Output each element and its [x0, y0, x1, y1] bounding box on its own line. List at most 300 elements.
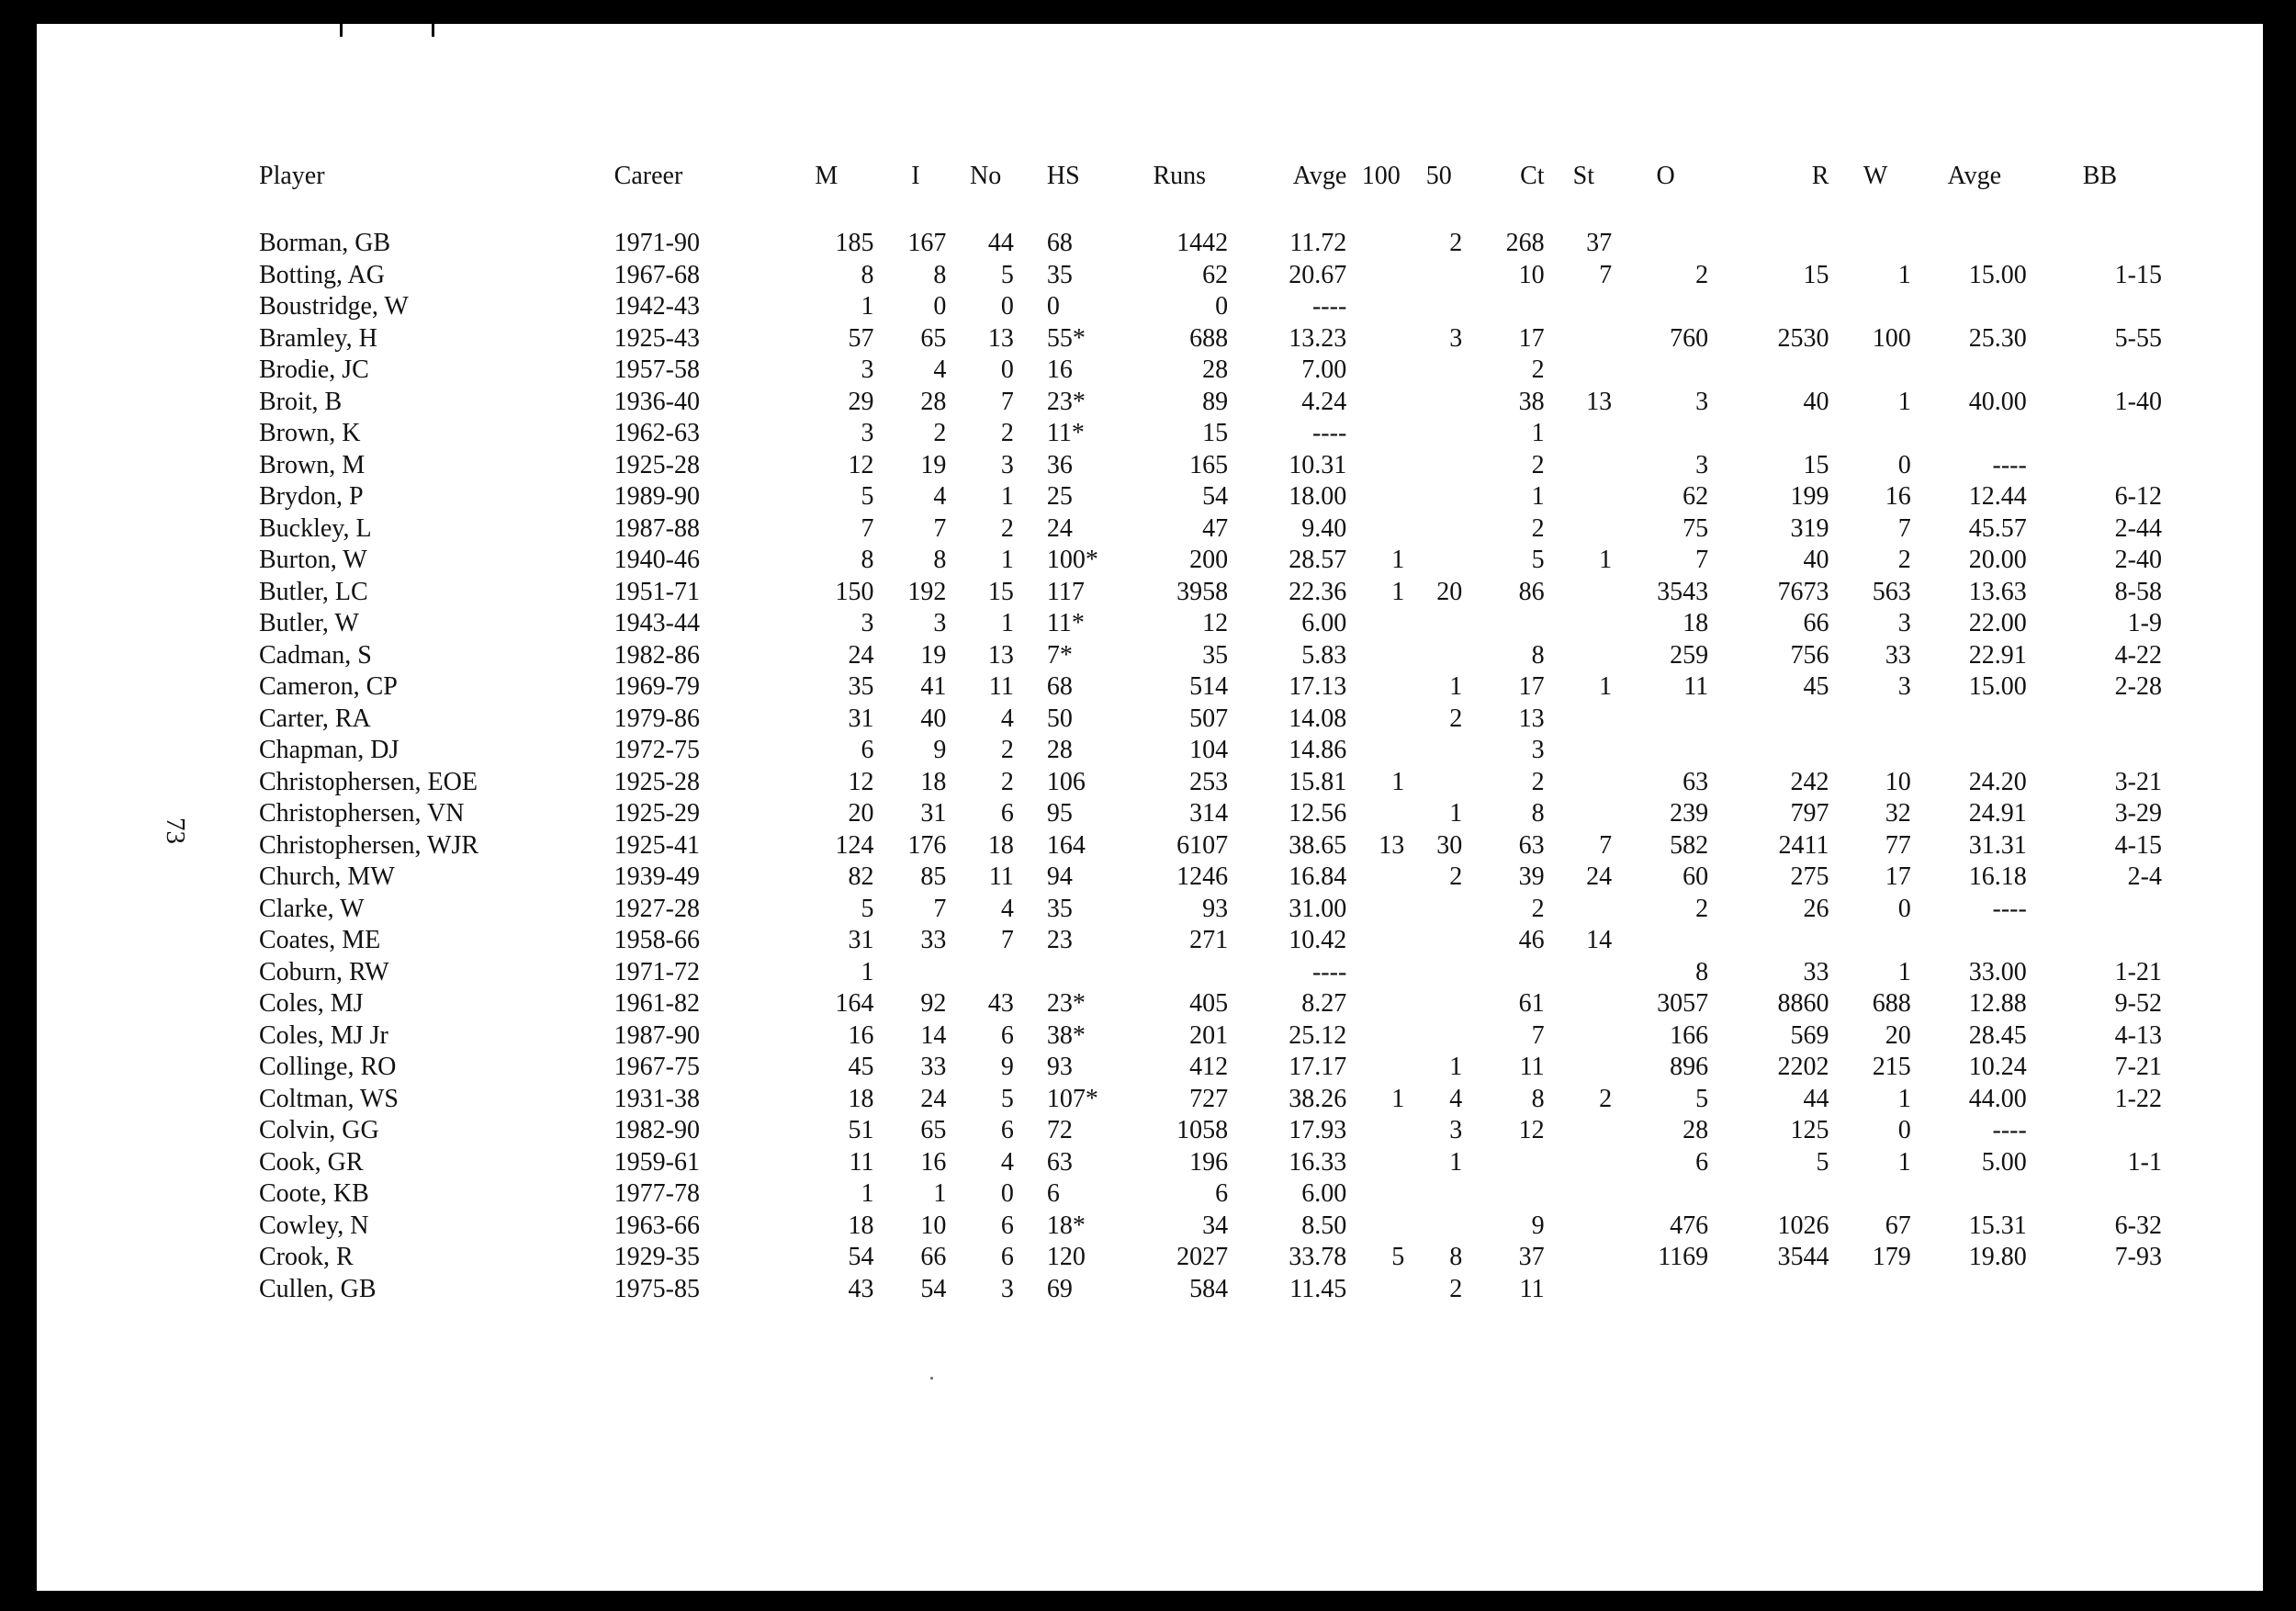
stat-cell: 1-21	[2114, 957, 2162, 986]
stat-cell: 62	[1683, 482, 1709, 512]
table-row	[257, 260, 2167, 292]
player-name-cell: Buckley, L	[259, 513, 372, 543]
stat-cell: 51	[848, 1116, 874, 1145]
stat-cell	[1410, 1211, 1468, 1243]
stat-cell: 44.00	[1968, 1084, 2027, 1113]
stat-cell: 2	[1449, 229, 1463, 258]
stat-cell: 4	[1449, 1084, 1463, 1113]
stat-cell: 16.84	[1289, 862, 1347, 892]
table-row	[257, 704, 2167, 736]
stat-cell: 10	[1518, 260, 1545, 289]
table-row	[257, 830, 2167, 862]
stat-cell: 1	[1000, 609, 1014, 638]
stat-cell: 4	[1000, 894, 1014, 923]
stat-cell: 215	[1872, 1053, 1911, 1082]
stat-cell: 1940-46	[613, 546, 700, 575]
stat-cell: 2	[1449, 1274, 1463, 1303]
stat-cell: 17.93	[1289, 1116, 1347, 1145]
stat-cell: 1925-28	[613, 450, 700, 479]
stat-cell	[1550, 355, 1618, 387]
stat-cell: 104	[1189, 736, 1229, 765]
stat-cell: 17.17	[1289, 1053, 1347, 1082]
stat-cell: 35	[1046, 260, 1073, 289]
stat-cell	[1410, 545, 1468, 577]
stat-cell: 14	[1586, 926, 1613, 955]
stat-cell: 2	[1000, 419, 1014, 448]
stat-cell: 18*	[1046, 1211, 1086, 1240]
stat-cell: 1975-85	[613, 1274, 700, 1303]
column-header: 100	[1361, 162, 1401, 190]
stat-cell: 563	[1872, 577, 1911, 606]
stat-cell: 199	[1790, 482, 1829, 512]
stat-cell: 24	[920, 1084, 947, 1113]
stat-cell	[1352, 671, 1410, 704]
stat-cell: 26	[1803, 894, 1829, 923]
stat-cell: 75	[1683, 513, 1709, 543]
stat-cell: 3	[861, 355, 874, 385]
stat-cell: 15.31	[1968, 1211, 2027, 1240]
stat-cell	[1917, 418, 2032, 450]
stat-cell: 28	[1046, 736, 1073, 765]
stat-cell: 0	[1215, 292, 1229, 321]
table-row	[257, 1147, 2167, 1179]
stat-cell: 1	[1449, 1147, 1463, 1177]
stat-cell: 1-15	[2114, 260, 2162, 289]
stat-cell	[1834, 1178, 1916, 1211]
stat-cell: 2	[1599, 1084, 1613, 1113]
stat-cell: 2	[1449, 862, 1463, 892]
stat-cell: 2	[1531, 450, 1545, 479]
stat-cell: 4-22	[2114, 640, 2162, 670]
stat-cell: 1-22	[2114, 1084, 2162, 1113]
stat-cell: 1971-90	[613, 229, 700, 258]
stat-cell	[2032, 1115, 2167, 1147]
stat-cell: 31	[848, 926, 874, 955]
stat-cell: 2	[1000, 513, 1014, 543]
stat-cell: 33	[920, 1053, 947, 1082]
stat-cell: 1	[1391, 546, 1405, 575]
stat-cell: 15.00	[1968, 260, 2027, 289]
stat-cell: 1-40	[2114, 387, 2162, 416]
stat-cell: 6	[1000, 799, 1014, 828]
table-row	[257, 1242, 2167, 1274]
stat-cell: 4	[933, 355, 947, 385]
stat-cell: 11	[988, 862, 1014, 892]
stat-cell	[1550, 1211, 1618, 1243]
stat-cell: 16	[1046, 355, 1073, 385]
player-name-cell: Botting, AG	[259, 260, 385, 289]
stat-cell: 2	[1531, 513, 1545, 543]
stat-cell: 4-13	[2114, 1020, 2162, 1050]
stat-cell: 314	[1189, 799, 1229, 828]
stat-cell: 9	[933, 736, 947, 765]
player-name-cell: Broit, B	[259, 387, 343, 416]
column-header: I	[911, 162, 920, 190]
stat-cell: 3-29	[2114, 799, 2162, 828]
stat-cell: 1925-41	[613, 830, 700, 860]
stat-cell	[1550, 513, 1618, 546]
stat-cell: 20	[1885, 1020, 1911, 1050]
stat-cell: 1982-90	[613, 1116, 700, 1145]
stat-cell: 2-44	[2114, 513, 2162, 543]
stat-cell: 8	[1531, 640, 1545, 670]
stat-cell	[1550, 291, 1618, 323]
stat-cell: 1936-40	[613, 387, 700, 416]
stat-cell: 10.24	[1968, 1053, 2027, 1082]
stat-cell: 33.78	[1289, 1243, 1347, 1272]
stat-cell: 185	[835, 229, 874, 258]
stat-cell: 2-40	[2114, 546, 2162, 575]
stat-cell: 7	[933, 513, 947, 543]
stat-cell	[1352, 1052, 1410, 1084]
table-row	[257, 418, 2167, 450]
stat-cell: 16.33	[1289, 1147, 1347, 1177]
stat-cell: 1962-63	[613, 419, 700, 448]
stat-cell: 33.00	[1968, 957, 2027, 986]
stat-cell: 1951-71	[613, 577, 700, 606]
scan-artifact	[340, 24, 343, 37]
stat-cell: 2	[1000, 767, 1014, 796]
table-row	[257, 1178, 2167, 1211]
column-header: R	[1811, 162, 1829, 190]
stat-cell: 66	[1803, 609, 1829, 638]
stat-cell: 1	[1000, 482, 1014, 512]
table-row	[257, 608, 2167, 640]
player-name-cell: Colvin, GG	[259, 1116, 379, 1145]
player-name-cell: Coltman, WS	[259, 1084, 399, 1113]
stat-cell	[1352, 1115, 1410, 1147]
stat-cell: 15	[1803, 450, 1829, 479]
stat-cell	[1019, 957, 1126, 989]
stat-cell: 20.00	[1968, 546, 2027, 575]
stat-cell: 8.50	[1301, 1211, 1347, 1240]
stat-cell: 3	[1449, 1116, 1463, 1145]
stat-cell	[1352, 1147, 1410, 1179]
stat-cell: 514	[1189, 672, 1229, 702]
stat-cell: 1963-66	[613, 1211, 700, 1240]
table-row	[257, 1052, 2167, 1084]
table-row	[257, 957, 2167, 989]
player-name-cell: Brown, K	[259, 419, 361, 448]
stat-cell: 10	[1885, 767, 1911, 796]
stat-cell: 37	[1518, 1243, 1545, 1272]
player-name-cell: Christophersen, VN	[259, 799, 465, 828]
stat-cell	[1917, 925, 2032, 957]
stat-cell	[1617, 228, 1714, 260]
stat-cell: 1	[1897, 260, 1911, 289]
stat-cell: 29	[848, 387, 874, 416]
stat-cell: 1969-79	[613, 672, 700, 702]
stat-cell: 19.80	[1968, 1243, 2027, 1272]
stat-cell	[1352, 988, 1410, 1020]
stat-cell: 35	[1046, 894, 1073, 923]
stat-cell: 77	[1885, 830, 1911, 860]
stat-cell: 1	[1531, 482, 1545, 512]
stat-cell: 5	[1531, 546, 1545, 575]
stat-cell: 28.57	[1289, 546, 1347, 575]
stat-cell: 8	[1531, 799, 1545, 828]
stat-cell: 1058	[1176, 1116, 1229, 1145]
stat-cell: 0	[1897, 894, 1911, 923]
stat-cell: 7	[1000, 926, 1014, 955]
stat-cell: 7	[1599, 260, 1613, 289]
stat-cell: 150	[835, 577, 874, 606]
stat-cell	[1352, 418, 1410, 450]
stat-cell: 19	[920, 450, 947, 479]
stat-cell: 1929-35	[613, 1243, 700, 1272]
table-header-row	[257, 162, 2167, 228]
stat-cell: 93	[1202, 894, 1229, 923]
stat-cell: 41	[920, 672, 947, 702]
stat-cell	[1352, 925, 1410, 957]
stat-cell: 67	[1885, 1211, 1911, 1240]
stat-cell: 2-28	[2114, 672, 2162, 702]
stat-cell: 176	[907, 830, 947, 860]
stat-cell	[1352, 260, 1410, 292]
column-header: Avge	[1292, 162, 1347, 190]
page-number: 73	[161, 817, 190, 844]
stat-cell: 8860	[1777, 989, 1829, 1019]
stat-cell: 13	[987, 323, 1014, 353]
stat-cell: 201	[1189, 1020, 1229, 1050]
stat-cell: 8	[1449, 1243, 1463, 1272]
column-header: HS	[1046, 162, 1080, 190]
stat-cell: 8	[1695, 957, 1709, 986]
stat-cell	[1550, 640, 1618, 672]
column-header: Avge	[1947, 162, 2002, 190]
stat-cell	[1352, 640, 1410, 672]
stat-cell: 412	[1189, 1053, 1229, 1082]
stat-cell: 31	[920, 799, 947, 828]
stat-cell: 1972-75	[613, 736, 700, 765]
stat-cell	[1714, 925, 1834, 957]
stat-cell	[1550, 608, 1618, 640]
stat-cell: 196	[1189, 1147, 1229, 1177]
stat-cell: 1-9	[2127, 609, 2162, 638]
stat-cell: 6107	[1176, 830, 1229, 860]
stat-cell: 16	[1885, 482, 1911, 512]
stat-cell: 31.31	[1968, 830, 2027, 860]
stat-cell	[1617, 735, 1714, 767]
stat-cell: 7	[1599, 830, 1613, 860]
stat-cell	[2032, 735, 2167, 767]
player-name-cell: Cowley, N	[259, 1211, 369, 1240]
stat-cell: 13	[1379, 830, 1405, 860]
stat-cell	[1550, 957, 1618, 989]
column-header: Runs	[1153, 162, 1207, 190]
stat-cell: 2027	[1176, 1243, 1229, 1272]
stat-cell	[1834, 355, 1916, 387]
player-name-cell: Christophersen, EOE	[259, 767, 478, 796]
stat-cell: 1943-44	[613, 609, 700, 638]
stat-cell: 2	[933, 419, 947, 448]
stat-cell	[1550, 1242, 1618, 1274]
stat-cell: 20	[848, 799, 874, 828]
stat-cell: 65	[920, 1116, 947, 1145]
stat-cell: 10.42	[1289, 926, 1347, 955]
stat-cell: 12	[848, 767, 874, 796]
stat-cell: 63	[1518, 830, 1545, 860]
column-header: Player	[259, 162, 325, 190]
stat-cell: 6.00	[1301, 609, 1347, 638]
stat-cell	[1410, 608, 1468, 640]
stat-cell: 0	[1046, 292, 1060, 321]
stat-cell: 8	[933, 546, 947, 575]
stat-cell	[1352, 894, 1410, 926]
stat-cell: 1925-43	[613, 323, 700, 353]
stat-cell: 28	[1683, 1116, 1709, 1145]
stat-cell: 35	[848, 672, 874, 702]
stat-cell: 6.00	[1301, 1179, 1347, 1209]
stat-cell	[1410, 735, 1468, 767]
stat-cell: 16	[920, 1147, 947, 1177]
stat-cell: 164	[1046, 830, 1086, 860]
stat-cell	[1352, 291, 1410, 323]
stat-cell: 1987-90	[613, 1020, 700, 1050]
stat-cell: 507	[1189, 704, 1229, 733]
stat-cell: 760	[1670, 323, 1709, 353]
stat-cell: 40	[1803, 546, 1829, 575]
stat-cell	[1410, 481, 1468, 513]
stat-cell: 1967-75	[613, 1053, 700, 1082]
stat-cell: 5	[1000, 260, 1014, 289]
stat-cell: 17.13	[1289, 672, 1347, 702]
stat-cell	[1410, 925, 1468, 957]
stat-cell	[1834, 1274, 1916, 1306]
stat-cell	[1550, 450, 1618, 482]
stat-cell	[1125, 957, 1233, 989]
stat-cell: 756	[1790, 640, 1829, 670]
stat-cell	[1410, 1020, 1468, 1053]
table-row	[257, 291, 2167, 323]
stat-cell: 5-55	[2114, 323, 2162, 353]
column-header: 50	[1425, 162, 1452, 190]
stat-cell: 405	[1189, 989, 1229, 1019]
stat-cell: 259	[1670, 640, 1709, 670]
stat-cell: 1925-28	[613, 767, 700, 796]
stat-cell: 65	[920, 323, 947, 353]
stat-cell	[1550, 894, 1618, 926]
stat-cell: 37	[1586, 229, 1613, 258]
stat-cell: 569	[1790, 1020, 1829, 1050]
stat-cell: 18	[848, 1084, 874, 1113]
stat-cell: 12	[1202, 609, 1229, 638]
stat-cell: 7	[1695, 546, 1709, 575]
stat-cell	[1834, 925, 1916, 957]
stat-cell: 3	[1531, 736, 1545, 765]
stat-cell: 11*	[1046, 419, 1085, 448]
stat-cell: 33	[1803, 957, 1829, 986]
player-name-cell: Coles, MJ Jr	[259, 1020, 388, 1050]
table-row	[257, 767, 2167, 799]
stat-cell: 8	[861, 546, 874, 575]
column-header: Ct	[1520, 162, 1545, 190]
stat-cell	[1352, 862, 1410, 894]
stat-cell	[1714, 228, 1834, 260]
stat-cell: 3057	[1657, 989, 1709, 1019]
stat-cell: 22.91	[1968, 640, 2027, 670]
stat-cell: 28.45	[1968, 1020, 2027, 1050]
player-name-cell: Butler, W	[259, 609, 359, 638]
player-name-cell: Cameron, CP	[259, 672, 398, 702]
stat-cell: 9-52	[2114, 989, 2162, 1019]
table-row	[257, 1020, 2167, 1053]
stat-cell: 125	[1790, 1116, 1829, 1145]
stat-cell	[1617, 704, 1714, 736]
stat-cell	[1352, 228, 1410, 260]
stat-cell: 54	[1202, 482, 1229, 512]
stat-cell: 68	[1046, 229, 1073, 258]
stat-cell	[1550, 1052, 1618, 1084]
stat-cell: ----	[1992, 894, 2027, 923]
player-name-cell: Brown, M	[259, 450, 366, 479]
stat-cell: 275	[1790, 862, 1829, 892]
table-row	[257, 1115, 2167, 1147]
stat-cell: 47	[1202, 513, 1229, 543]
stat-cell: 6	[1046, 1179, 1060, 1209]
stat-cell: 95	[1046, 799, 1073, 828]
player-name-cell: Carter, RA	[259, 704, 371, 733]
stat-cell: 3958	[1176, 577, 1229, 606]
stat-cell: 2-4	[2127, 862, 2162, 892]
stat-cell	[1714, 1274, 1834, 1306]
stat-cell: 9.40	[1301, 513, 1347, 543]
stat-cell: 31.00	[1289, 894, 1347, 923]
stat-cell	[1352, 513, 1410, 546]
stat-cell: 3	[1000, 1274, 1014, 1303]
table-row	[257, 355, 2167, 387]
player-name-cell: Church, MW	[259, 862, 395, 892]
stat-cell: 120	[1046, 1243, 1086, 1272]
stat-cell: 1939-49	[613, 862, 700, 892]
stat-cell: 2	[1531, 355, 1545, 385]
stat-cell	[1917, 1178, 2032, 1211]
stat-cell: 166	[1670, 1020, 1709, 1050]
stat-cell: 1	[1449, 799, 1463, 828]
player-name-cell: Coote, KB	[259, 1179, 369, 1209]
stat-cell: 1	[1599, 546, 1613, 575]
stat-cell	[1617, 355, 1714, 387]
stat-cell	[1352, 957, 1410, 989]
stat-cell: 2411	[1778, 830, 1829, 860]
stat-cell: 40	[1803, 387, 1829, 416]
stat-cell: 1	[1531, 419, 1545, 448]
stat-cell: 0	[1000, 1179, 1014, 1209]
stat-cell: 40	[920, 704, 947, 733]
stat-cell: 1971-72	[613, 957, 700, 986]
stat-cell	[1410, 291, 1468, 323]
stat-cell: 12.88	[1968, 989, 2027, 1019]
stat-cell: 3	[1449, 323, 1463, 353]
stat-cell: 8-58	[2114, 577, 2162, 606]
stat-cell	[1550, 323, 1618, 355]
stat-cell: 3-21	[2114, 767, 2162, 796]
stat-cell: 11	[1683, 672, 1709, 702]
stat-cell: 165	[1189, 450, 1229, 479]
stat-cell: 11*	[1046, 609, 1085, 638]
stat-cell: 18.00	[1289, 482, 1347, 512]
stat-cell	[1834, 704, 1916, 736]
stat-cell: 3544	[1777, 1243, 1829, 1272]
stat-cell: 69	[1046, 1274, 1073, 1303]
stat-cell: 0	[1897, 1116, 1911, 1145]
stat-cell	[1714, 735, 1834, 767]
stat-cell: 13	[1518, 704, 1545, 733]
stat-cell: 24	[1046, 513, 1073, 543]
stat-cell	[1834, 735, 1916, 767]
stat-cell: 1977-78	[613, 1179, 700, 1209]
stat-cell	[1352, 481, 1410, 513]
